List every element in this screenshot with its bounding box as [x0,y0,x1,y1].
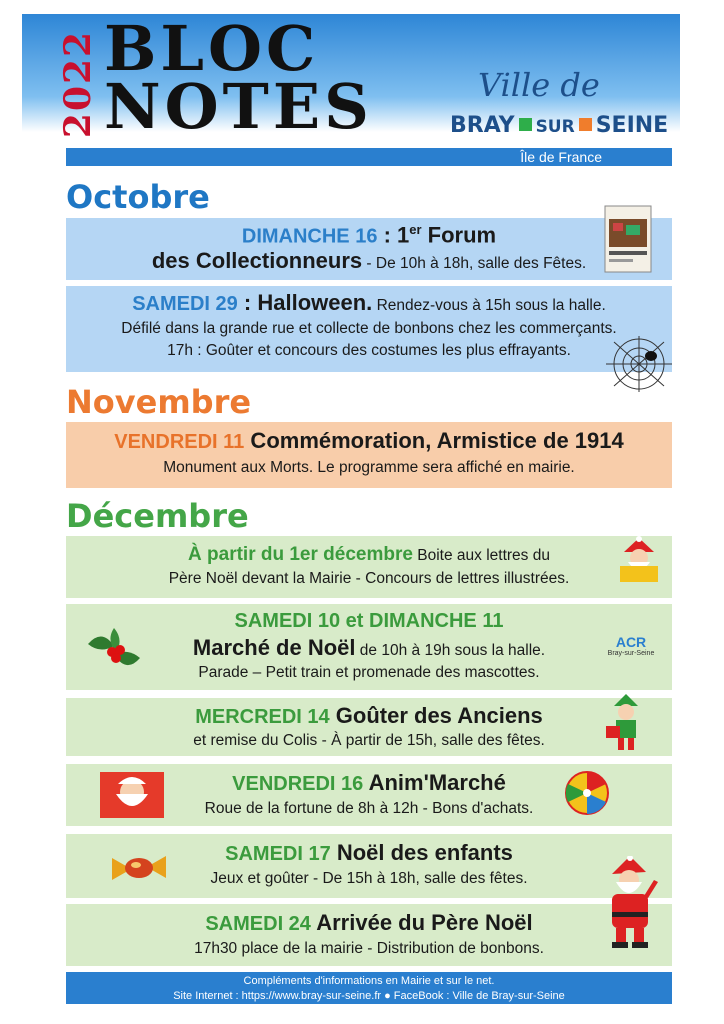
event-title: Halloween. [257,290,373,315]
city-part-3: SEINE [595,113,669,138]
footer-line-1: Compléments d'informations en Mairie et sur le net. [243,975,495,987]
title-line-2: NOTES [104,70,373,143]
candy-icon [110,848,168,888]
event-oct-29: SAMEDI 29 : Halloween. Rendez-vous à 15h sous la halle. Défilé dans la grande rue et collecte de bonbons chez les commerçants. 17h : Goûter et concours des costumes les plus effrayants. [66,286,672,372]
event-oct-16: DIMANCHE 16 : 1er Forum des Collectionneurs - De 10h à 18h, salle des Fêtes. [66,218,672,280]
elf-icon [604,694,648,752]
ville-label: Ville de [478,66,600,104]
event-detail: Père Noël devant la Mairie - Concours de lettres illustrées. [168,570,570,587]
event-detail: Jeux et goûter - De 15h à 18h, salle des fêtes. [210,870,528,887]
event-nov-11 [66,422,672,488]
santa-claus-icon [598,856,660,950]
acr-logo [604,634,658,657]
event-day: SAMEDI 10 et DIMANCHE 11 [234,610,504,632]
event-dec-10: SAMEDI 10 et DIMANCHE 11 Marché de Noël de 10h à 19h sous la halle. Parade – Petit train et promenade des mascottes. [66,604,672,690]
event-dec-24 [66,904,672,966]
city-part-1: BRAY [450,113,515,138]
acr-logo-text: ACR [615,634,647,650]
event-dec-1: À partir du 1er décembre Boite aux lettres du Père Noël devant la Mairie - Concours de lettres illustrées. [66,536,672,598]
event-title: des Collectionneurs [151,248,363,274]
event-detail: Parade – Petit train et promenade des mascottes. [198,664,540,681]
event-day: SAMEDI 29 [132,293,238,315]
month-decembre: Décembre [66,497,249,535]
santa-mailbox-icon [616,536,662,584]
event-detail: Monument aux Morts. Le programme sera affiché en mairie. [163,459,575,476]
region-bar [66,148,672,166]
event-detail: - De 10h à 18h, salle des Fêtes. [362,255,587,273]
acr-logo-sub: Bray-sur-Seine [607,650,655,657]
spider-web-icon [604,334,674,394]
month-novembre: Novembre [66,383,252,421]
green-square-icon [519,118,532,131]
city-part-2: SUR [535,117,575,137]
event-day: VENDREDI 16 [232,773,364,795]
event-title: Noël des enfants [330,840,513,865]
santa-face-icon [100,772,164,818]
event-day: VENDREDI 11 [114,431,245,453]
event-title: Arrivée du Père Noël [310,910,533,935]
event-title: Marché de Noël [192,635,356,660]
page-title [104,12,373,143]
event-title: Commémoration, Armistice de 1914 [244,428,624,453]
event-title: Goûter des Anciens [329,703,543,728]
region-label: Île de France [520,149,602,165]
orange-square-icon [579,118,592,131]
event-day: MERCREDI 14 [195,706,330,728]
footer-bar [66,972,672,1004]
footer-line-2[interactable]: Site Internet : https://www.bray-sur-seine.fr ● FaceBook : Ville de Bray-sur-Seine [173,990,565,1002]
event-detail: 17h30 place de la mairie - Distribution de bonbons. [194,940,544,957]
event-detail: et remise du Colis - À partir de 15h, salle des fêtes. [193,732,545,749]
title-line-1: BLOC [104,12,320,85]
event-detail: 17h : Goûter et concours des costumes les plus effrayants. [167,342,571,359]
event-dec-14 [66,698,672,756]
year-label: 2022 [57,29,99,139]
forum-poster-icon [604,205,652,273]
event-detail: Défilé dans la grande rue et collecte de bonbons chez les commerçants. [121,320,617,337]
event-day: À partir du 1er décembre [188,544,413,565]
fortune-wheel-icon [564,770,610,816]
event-title: Anim'Marché [363,770,506,795]
month-octobre: Octobre [66,178,210,216]
city-logo [450,113,668,138]
event-day: DIMANCHE 16 [241,225,378,248]
holly-icon [84,624,144,678]
event-day: SAMEDI 24 [205,913,311,935]
event-day: SAMEDI 17 [225,843,331,865]
event-detail: Roue de la fortune de 8h à 12h - Bons d'achats. [204,800,534,817]
